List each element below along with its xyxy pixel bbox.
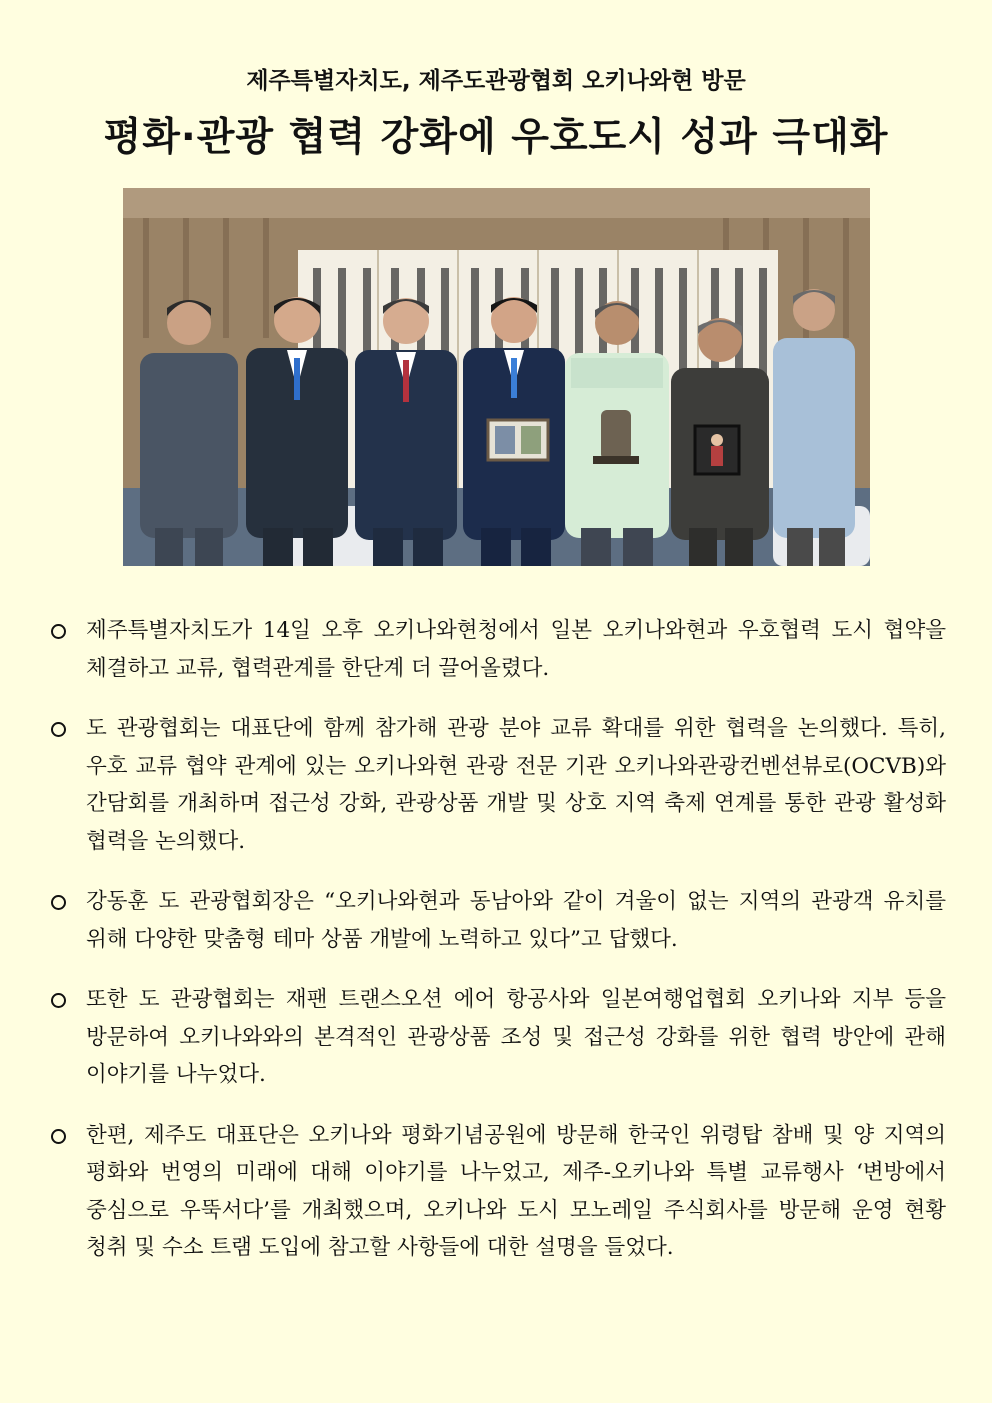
bullet-item [50, 981, 946, 1094]
bullet-item [50, 883, 946, 958]
bullet-text: 한편, 제주도 대표단은 오키나와 평화기념공원에 방문해 한국인 위령탑 참배 및 양 지역의 평화와 번영의 미래에 대해 이야기를 나누었고, 제주-오키나와 특별 교류행사 ‘변방에서 중심으로 우뚝서다’를 개최했으며, 오키나와 도시 모노레일 주식회사를 방문해 운영 현황 청취 및 수소 트램 도입에 참고할 사항들에 대한 설명을 들었다. [86, 1122, 946, 1260]
article-title: 평화·관광 협력 강화에 우호도시 성과 극대화 [103, 115, 889, 160]
circle-bullet-icon [51, 1129, 66, 1144]
group-photo-illustration [123, 188, 870, 566]
bullet-text: 제주특별자치도가 14일 오후 오키나와현청에서 일본 오키나와현과 우호협력 도시 협약을 체결하고 교류, 협력관계를 한단계 더 끌어올렸다. [86, 618, 946, 681]
article-subtitle: 제주특별자치도, 제주도관광협회 오키나와현 방문 [246, 68, 746, 94]
circle-bullet-icon [51, 624, 66, 639]
bullet-list [50, 612, 946, 1290]
circle-bullet-icon [51, 722, 66, 737]
bullet-text: 도 관광협회는 대표단에 함께 참가해 관광 분야 교류 확대를 위한 협력을 논의했다. 특히, 우호 교류 협약 관계에 있는 오키나와현 관광 전문 기관 오키나와관광컨벤션뷰로(OCVB)와 간담회를 개최하며 접근성 강화, 관광상품 개발 및 상호 지역 축제 연계를 통한 관광 활성화 협력을 논의했다. [86, 716, 946, 854]
shisa-statue [601, 410, 631, 460]
bullet-text: 강동훈 도 관광협회장은 “오키나와현과 동남아와 같이 겨울이 없는 지역의 관광객 유치를 위해 다양한 맞춤형 테마 상품 개발에 노력하고 있다”고 답했다. [86, 889, 946, 952]
bullet-item [50, 612, 946, 687]
circle-bullet-icon [51, 895, 66, 910]
bullet-text: 또한 도 관광협회는 재팬 트랜스오션 에어 항공사와 일본여행업협회 오키나와 지부 등을 방문하여 오키나와와의 본격적인 관광상품 조성 및 접근성 강화를 위한 협력 방안에 관해 이야기를 나누었다. [86, 987, 946, 1087]
bullet-item [50, 710, 946, 860]
group-photo [123, 188, 870, 566]
circle-bullet-icon [51, 993, 66, 1008]
bullet-item [50, 1117, 946, 1267]
